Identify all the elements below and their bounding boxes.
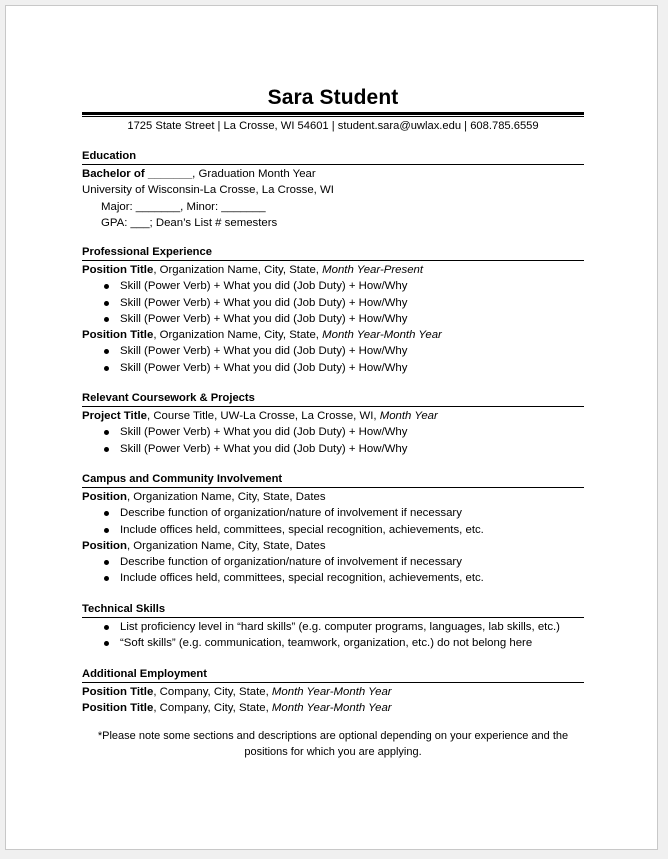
project-title: Project Title: [82, 410, 147, 422]
project-line: [82, 408, 584, 424]
list-item-text: Include offices held, committees, special recognition, achievements, etc.: [120, 572, 484, 585]
list-item: [82, 295, 584, 311]
position-details: , Organization Name, City, State, Dates: [126, 491, 326, 503]
position-details: , Organization Name, City, State, Dates: [126, 539, 326, 552]
list-item-text: Skill (Power Verb) + What you did (Job Duty) + How/Why: [120, 296, 408, 309]
section-heading: Education: [82, 149, 584, 165]
section-heading: Technical Skills: [82, 602, 584, 618]
bullet-icon: [104, 560, 109, 565]
position-dates: Month Year-Month Year: [271, 686, 392, 698]
position-line: [82, 700, 584, 716]
bullet-icon: [104, 284, 109, 289]
bullet-icon: [104, 625, 109, 630]
list-item: [82, 343, 584, 359]
position-dates: Month Year-Month Year: [271, 702, 392, 715]
list-item-text: “Soft skills” (e.g. communication, teamwork, organization, etc.) do not belong here: [120, 637, 533, 650]
list-item: [82, 554, 584, 570]
bullet-icon: [104, 576, 109, 581]
degree-line: [82, 166, 584, 182]
position-title: Position Title: [82, 264, 154, 276]
position-details: , Company, City, State,: [153, 702, 272, 715]
project-dates: Month Year: [379, 410, 438, 422]
list-item: [82, 441, 584, 457]
list-item-text: Skill (Power Verb) + What you did (Job Duty) + How/Why: [120, 345, 408, 358]
list-item: [82, 424, 584, 440]
list-item-text: Skill (Power Verb) + What you did (Job Duty) + How/Why: [120, 361, 408, 374]
section-involvement: [82, 472, 584, 587]
list-item-text: Skill (Power Verb) + What you did (Job Duty) + How/Why: [120, 426, 408, 439]
list-item: [82, 522, 584, 538]
list-item: [82, 570, 584, 586]
list-item: [82, 505, 584, 521]
position-line: [82, 684, 584, 700]
list-item: [82, 311, 584, 327]
list-item-text: Describe function of organization/nature of involvement if necessary: [120, 507, 462, 520]
bullet-icon: [104, 430, 109, 435]
degree-graduation: , Graduation Month Year: [192, 168, 316, 180]
position-details: , Company, City, State,: [153, 686, 272, 698]
bullet-icon: [104, 349, 109, 354]
section-technical-skills: [82, 602, 584, 652]
section-coursework: [82, 391, 584, 457]
resume-name: Sara Student: [267, 86, 399, 109]
section-heading: Relevant Coursework & Projects: [82, 391, 584, 407]
footnote-line-2: positions for which you are applying.: [244, 745, 422, 758]
bullet-icon: [104, 447, 109, 452]
position-title: Position Title: [82, 702, 154, 715]
bullet-icon: [104, 317, 109, 322]
list-item: [82, 278, 584, 294]
section-education: [82, 149, 584, 231]
section-heading: Professional Experience: [82, 245, 584, 261]
list-item-text: List proficiency level in “hard skills” (e.g. computer programs, languages, lab skills, etc.): [120, 621, 560, 633]
position-line: [82, 489, 584, 505]
document-page: [5, 5, 658, 850]
position-details: , Organization Name, City, State,: [153, 329, 323, 342]
bullet-icon: [104, 366, 109, 371]
list-item-text: Include offices held, committees, special recognition, achievements, etc.: [120, 523, 484, 536]
bullet-icon: [104, 511, 109, 516]
position-line: [82, 538, 584, 554]
position-dates: Month Year-Present: [322, 264, 424, 276]
position-details: , Organization Name, City, State,: [153, 264, 323, 276]
position-line: [82, 262, 584, 278]
position-title: Position Title: [82, 686, 154, 698]
bullet-icon: [104, 641, 109, 646]
header-rule-thin: [82, 116, 584, 117]
header-rule-thick: [82, 112, 584, 115]
list-item: [82, 619, 584, 635]
section-professional-experience: [82, 245, 584, 376]
list-item-text: Skill (Power Verb) + What you did (Job Duty) + How/Why: [120, 442, 408, 455]
section-heading: Additional Employment: [82, 667, 584, 683]
list-item: [82, 635, 584, 651]
major-minor-line: Major: _______, Minor: _______: [101, 200, 266, 213]
gpa-line: GPA: ___; Dean’s List # semesters: [101, 216, 278, 229]
position-title: Position Title: [82, 329, 154, 342]
section-heading: Campus and Community Involvement: [82, 472, 584, 488]
school-line: University of Wisconsin-La Crosse, La Crosse, WI: [82, 184, 334, 197]
list-item-text: Skill (Power Verb) + What you did (Job Duty) + How/Why: [120, 280, 408, 293]
bullet-icon: [104, 301, 109, 306]
position-title: Position: [82, 539, 127, 552]
position-dates: Month Year-Month Year: [322, 329, 442, 342]
footnote: [82, 729, 584, 760]
footnote-line-1: *Please note some sections and descriptions are optional depending on your experience and the: [97, 730, 569, 742]
list-item-text: Describe function of organization/nature of involvement if necessary: [120, 556, 462, 569]
contact-line: 1725 State Street | La Crosse, WI 54601 | student.sara@uwlax.edu | 608.785.6559: [127, 120, 539, 132]
list-item-text: Skill (Power Verb) + What you did (Job Duty) + How/Why: [120, 312, 408, 325]
list-item: [82, 360, 584, 376]
bullet-icon: [104, 528, 109, 533]
position-line: [82, 327, 584, 343]
project-details: , Course Title, UW-La Crosse, La Crosse, WI,: [147, 410, 380, 422]
degree-title: Bachelor of _______: [82, 168, 193, 180]
section-additional-employment: [82, 667, 584, 717]
position-title: Position: [82, 491, 127, 503]
